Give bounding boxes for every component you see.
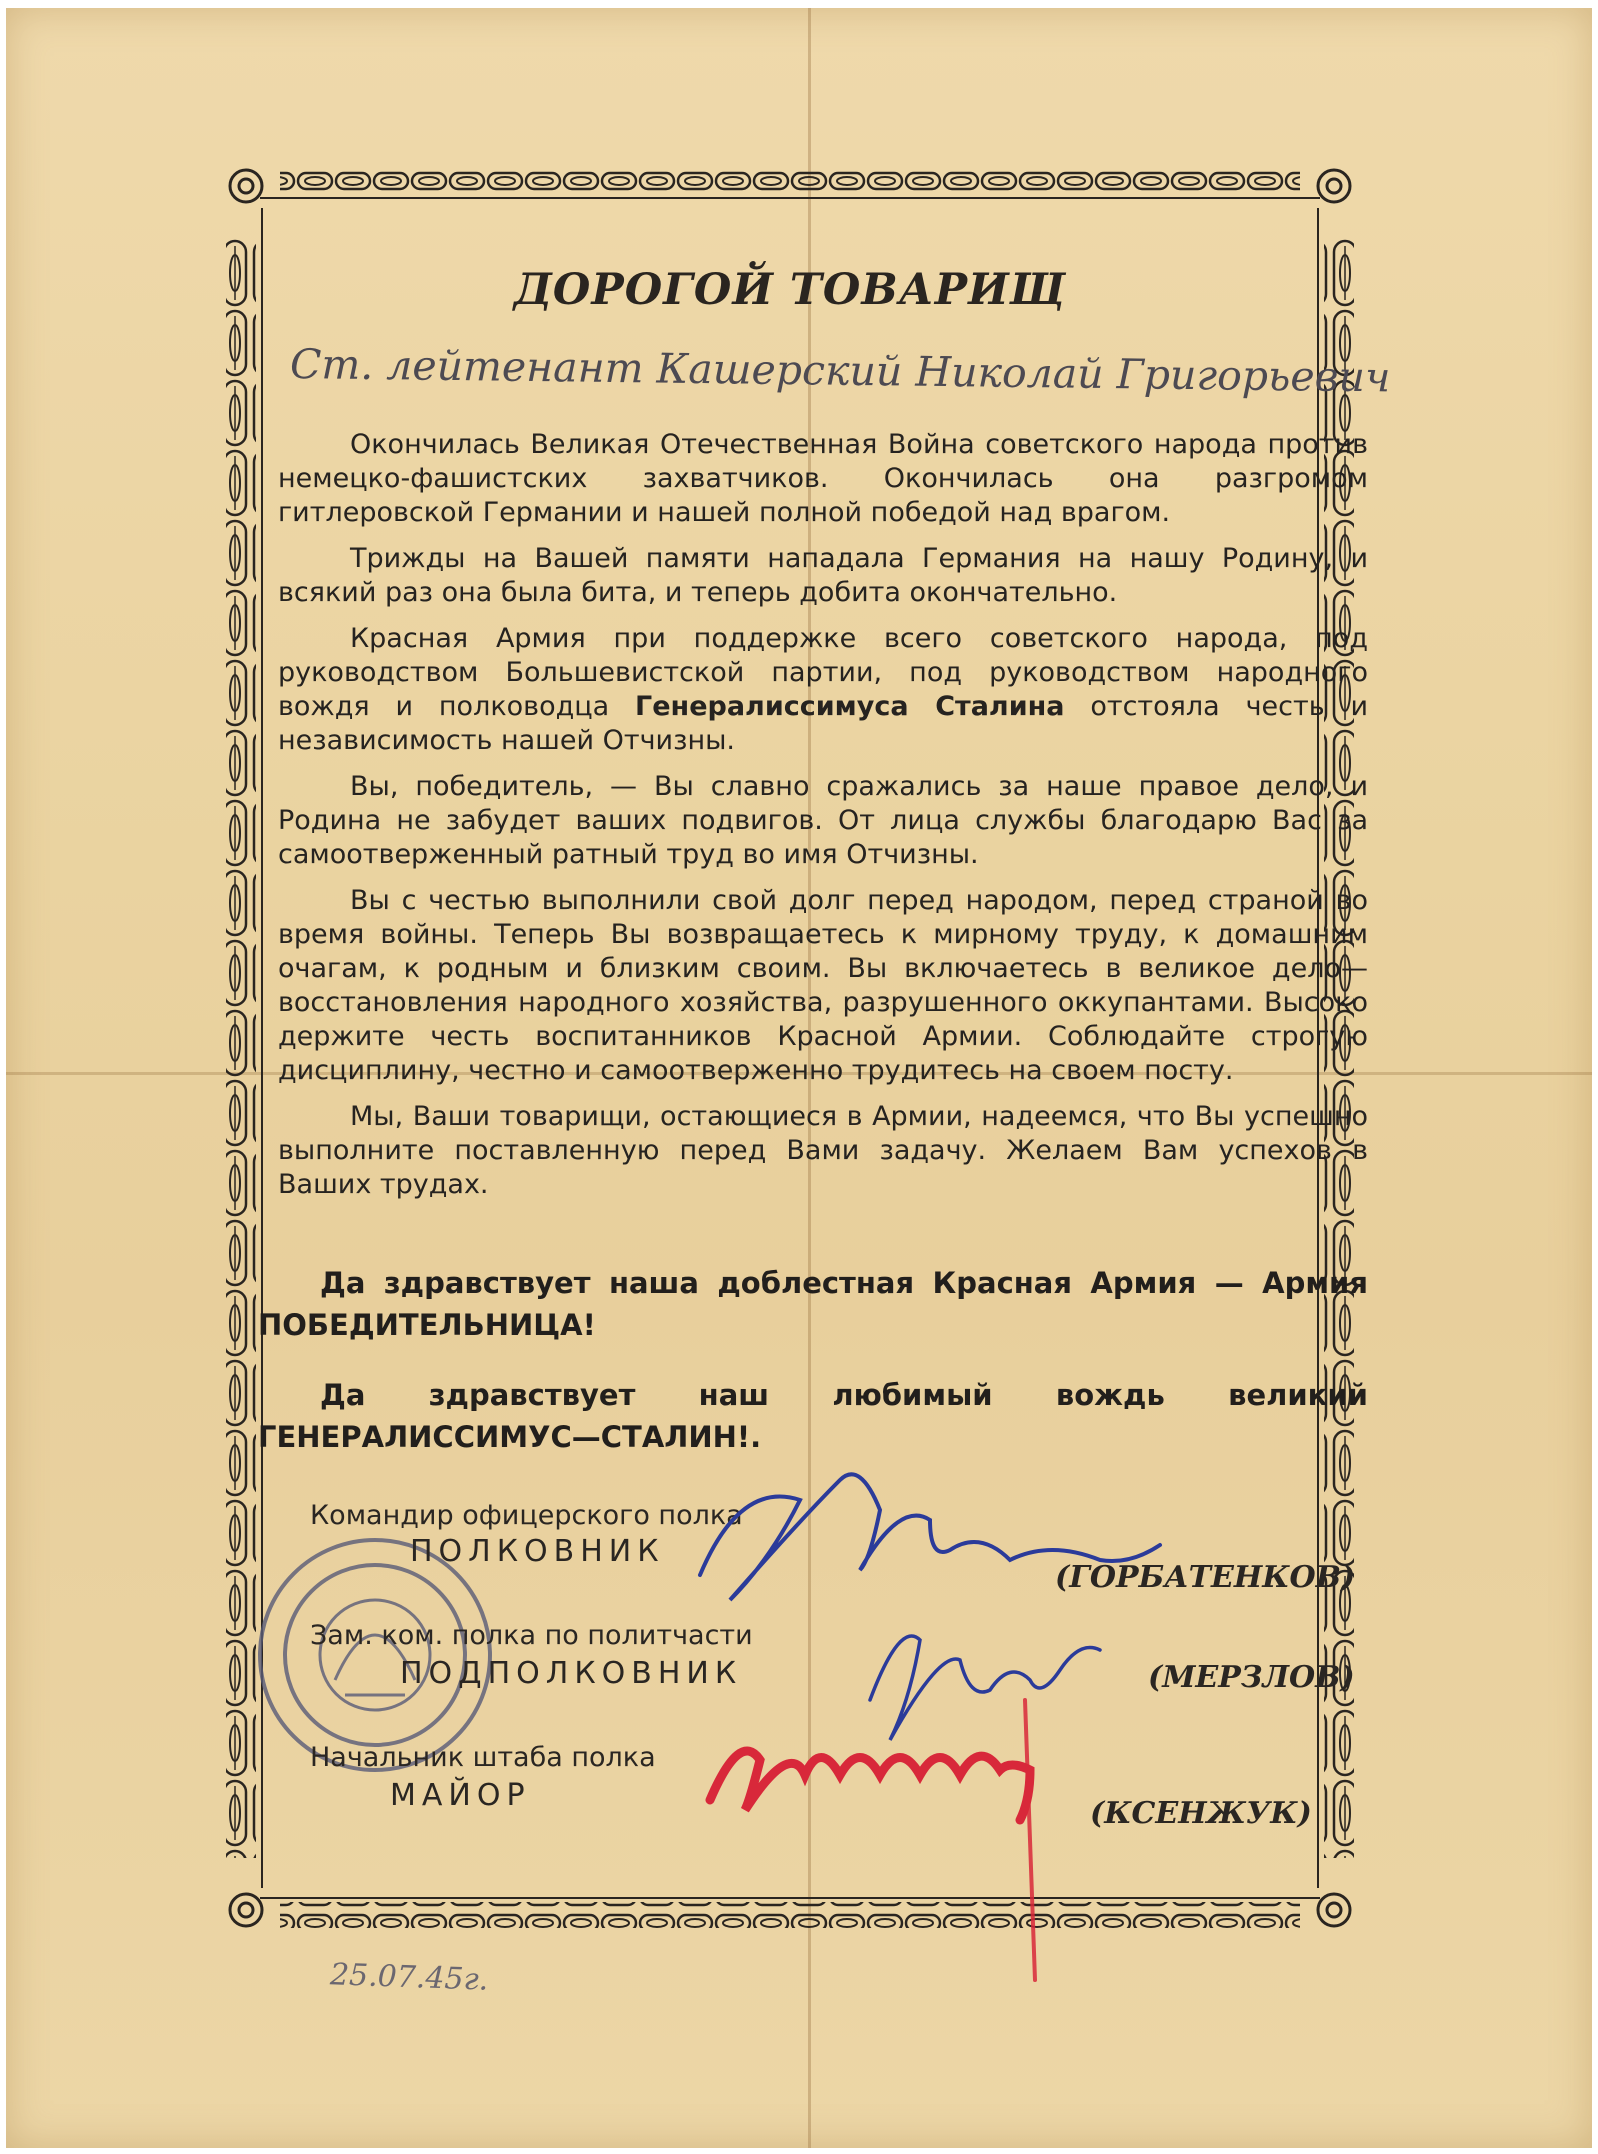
red-pencil-stroke bbox=[1025, 1700, 1035, 1980]
signatory-name: (КСЕНЖУК) bbox=[1090, 1796, 1312, 1831]
paragraph-text: отстояла честь и независимость нашей Отчизны. bbox=[278, 691, 1369, 756]
signatory-name: (МЕРЗЛОВ) bbox=[1148, 1660, 1355, 1695]
document-title: ДОРОГОЙ ТОВАРИЩ bbox=[513, 265, 1067, 315]
paragraph: Окончилась Великая Отечественная Война советского народа против немецко-фашистских захватчиков. Окончилась она разгромом гитлеровской Германии и нашей полной победой над врагом. bbox=[278, 429, 1368, 528]
signature-red bbox=[710, 1751, 1030, 1820]
signature-blue-2 bbox=[870, 1636, 1100, 1740]
signatory-rank: ПОДПОЛКОВНИК bbox=[400, 1656, 743, 1691]
paragraph-text: Красная Армия при поддержке всего советского народа, под руководством Большевистской партии, под руководством народного вождя и полководца bbox=[278, 623, 1368, 722]
signatory-rank: ПОЛКОВНИК bbox=[410, 1534, 665, 1569]
slogan: Да здравствует наш любимый вождь великий ГЕНЕРАЛИССИМУС—СТАЛИН!. bbox=[258, 1378, 1368, 1454]
signatory-position: Начальник штаба полка bbox=[310, 1742, 656, 1773]
paragraph: Вы с честью выполнили свой долг перед народом, перед страной во время войны. Теперь Вы возвращаетесь к мирному труду, к домашним очагам, к родным и близким своим. Вы включаетесь в великое дело—восстановления народного хозяйства, разрушенного оккупантами. Высоко держите честь воспитанников Красной Армии. Соблюдайте строгую дисциплину, честно и самоотверженно трудитесь на своем посту. bbox=[278, 885, 1368, 1086]
handwritten-date: 25.07.45г. bbox=[329, 1957, 489, 1998]
paragraph-bold-text: Генералиссимуса Сталина bbox=[635, 691, 1065, 722]
signatory-rank: МАЙОР bbox=[390, 1778, 531, 1813]
paragraph: Вы, победитель, — Вы славно сражались за наше правое дело, и Родина не забудет ваших подвигов. От лица службы благодарю Вас за самоотверженный ратный труд во имя Отчизны. bbox=[278, 771, 1368, 870]
recipient-handwritten: Ст. лейтенант Кашерский Николай Григорьевич bbox=[289, 340, 1391, 402]
signatory-position: Зам. ком. полка по политчасти bbox=[310, 1620, 753, 1651]
signature-blue-1 bbox=[700, 1474, 1160, 1600]
slogan: Да здравствует наша доблестная Красная Армия — Армия ПОБЕДИТЕЛЬНИЦА! bbox=[258, 1266, 1368, 1342]
paragraph: Мы, Ваши товарищи, остающиеся в Армии, надеемся, что Вы успешно выполните поставленную перед Вами задачу. Желаем Вам успехов в Ваших трудах. bbox=[278, 1101, 1368, 1200]
signatory-position: Командир офицерского полка bbox=[310, 1500, 743, 1531]
paragraph: Трижды на Вашей памяти нападала Германия на нашу Родину, и всякий раз она была бита, и теперь добита окончательно. bbox=[278, 543, 1368, 608]
signatory-name: (ГОРБАТЕНКОВ) bbox=[1055, 1560, 1356, 1595]
